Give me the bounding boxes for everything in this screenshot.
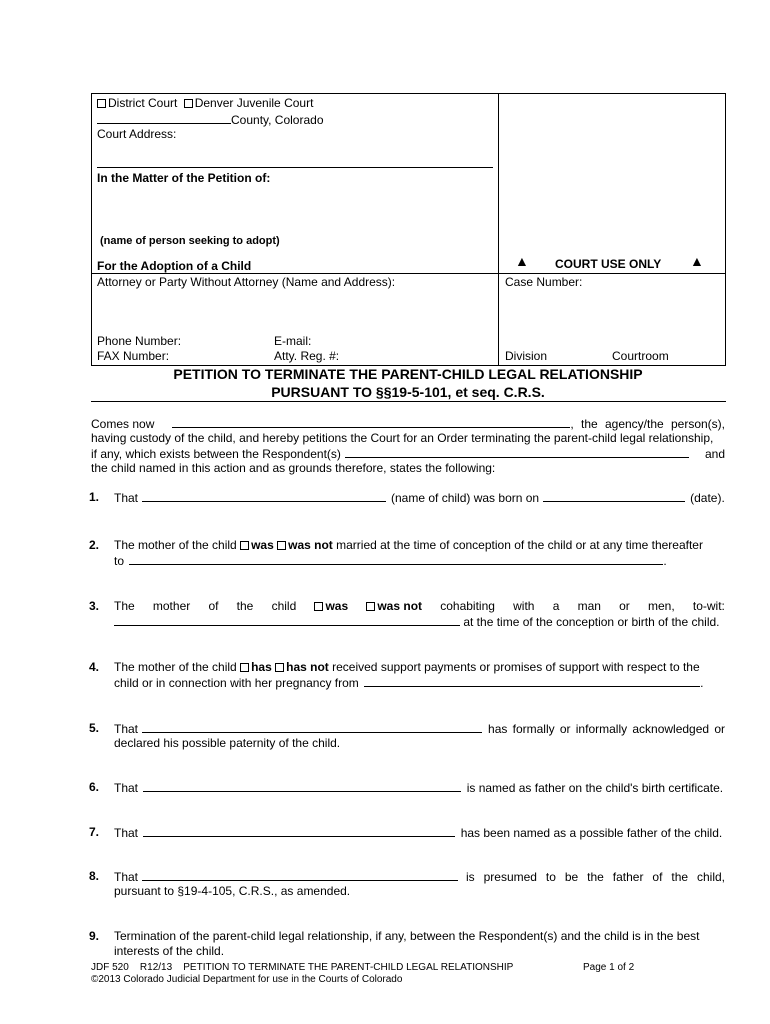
item-3-word: man xyxy=(577,599,601,613)
footer-page-number: Page 1 of 2 xyxy=(583,962,635,973)
item-3-word: men, xyxy=(648,599,675,613)
item-5-blank[interactable] xyxy=(142,721,482,733)
item-4-line-2 xyxy=(114,675,725,691)
item-2-was-not-checkbox[interactable] xyxy=(277,541,286,550)
item-3-word: The xyxy=(114,599,135,613)
item-3-was-label: was xyxy=(325,599,349,613)
item-3-word: cohabiting xyxy=(440,599,495,613)
item-8-number: 8. xyxy=(89,869,100,883)
item-2-line-1 xyxy=(114,538,725,553)
item-2-text-b: married at the time of conception of the child or at any time thereafter xyxy=(336,538,703,552)
child-name-blank[interactable] xyxy=(142,490,386,502)
arrow-up-icon: ▲ xyxy=(690,253,704,269)
item-1 xyxy=(114,490,725,506)
district-court-checkbox[interactable] xyxy=(97,99,106,108)
item-7-line xyxy=(114,825,725,841)
item-2-line-2 xyxy=(114,553,725,569)
court-options xyxy=(97,96,313,111)
item-1-mid: (name of child) was born on xyxy=(391,491,540,505)
county-blank[interactable] xyxy=(97,112,231,124)
item-9-number: 9. xyxy=(89,929,100,943)
email-label: E-mail: xyxy=(274,334,312,348)
item-3-was-not-label: was not xyxy=(377,599,423,613)
item-3-word: the xyxy=(236,599,254,613)
case-number-label: Case Number: xyxy=(505,275,583,289)
item-4-text-a: The mother of the child xyxy=(114,660,237,674)
item-3-word: or xyxy=(619,599,630,613)
item-6-end: is named as father on the child's birth certificate. xyxy=(466,781,724,795)
item-3-was-checkbox[interactable] xyxy=(314,602,323,611)
person-note: (name of person seeking to adopt) xyxy=(100,235,280,247)
item-6-number: 6. xyxy=(89,780,100,794)
item-2-blank[interactable] xyxy=(129,553,663,565)
district-court-label: District Court xyxy=(108,96,178,110)
denver-juvenile-court-label: Denver Juvenile Court xyxy=(194,96,314,110)
item-2-to: to xyxy=(114,554,125,568)
item-3-word: mother xyxy=(152,599,191,613)
item-5-line-2: declared his possible paternity of the child. xyxy=(114,736,341,750)
intro-line-4: the child named in this action and as grounds therefore, states the following: xyxy=(91,461,496,475)
item-2-was-checkbox[interactable] xyxy=(240,541,249,550)
division-label: Division xyxy=(505,349,548,363)
court-address-rule xyxy=(97,167,493,168)
item-2-text-a: The mother of the child xyxy=(114,538,237,552)
item-3-was-option xyxy=(314,599,348,614)
phone-label: Phone Number: xyxy=(97,334,182,348)
item-3-word: a xyxy=(552,599,560,613)
item-4-blank[interactable] xyxy=(364,675,700,687)
item-3-word: to-wit: xyxy=(692,599,725,613)
denver-juvenile-court-checkbox[interactable] xyxy=(184,99,193,108)
item-8-blank[interactable] xyxy=(142,869,458,881)
comes-now: Comes now xyxy=(91,417,155,431)
caption-box xyxy=(91,93,726,366)
item-8-line-2: pursuant to §19-4-105, C.R.S., as amended. xyxy=(114,884,351,898)
county-line xyxy=(97,112,324,128)
courtroom-label: Courtroom xyxy=(612,349,669,363)
item-5-line-1 xyxy=(114,721,725,737)
county-label: County, Colorado xyxy=(231,113,324,127)
birth-date-blank[interactable] xyxy=(543,490,685,502)
item-6-blank[interactable] xyxy=(143,780,461,792)
item-4-line-1 xyxy=(114,660,725,675)
item-3-line-2 xyxy=(114,614,725,630)
item-6-that: That xyxy=(114,781,139,795)
item-3-word: child xyxy=(271,599,297,613)
footer-form-id: JDF 520 R12/13 PETITION TO TERMINATE THE PARENT-CHILD LEGAL RELATIONSHIP xyxy=(91,962,514,973)
fax-label: FAX Number: xyxy=(97,349,170,363)
item-6-line xyxy=(114,780,725,796)
item-3-line-1 xyxy=(114,599,725,614)
item-7-blank[interactable] xyxy=(143,825,455,837)
respondents-blank[interactable] xyxy=(345,446,689,458)
item-5-that: That xyxy=(114,722,139,736)
item-4-text-b: received support payments or promises of support with respect to the xyxy=(332,660,700,674)
item-3-end: at the time of the conception or birth of the child. xyxy=(463,615,720,629)
item-4-end: . xyxy=(700,676,704,690)
item-4-has-label: has xyxy=(251,660,272,674)
adoption-label: For the Adoption of a Child xyxy=(97,259,252,273)
intro-line-3 xyxy=(91,446,725,462)
page-subtitle: PURSUANT TO §§19-5-101, et seq. C.R.S. xyxy=(271,384,545,400)
item-4-has-checkbox[interactable] xyxy=(240,663,249,672)
intro-line-2: having custody of the child, and hereby petitions the Court for an Order terminating the parent-child legal relationship, xyxy=(91,431,714,445)
respondents-text: if any, which exists between the Respondent(s) xyxy=(91,447,341,461)
item-9-line-1: Termination of the parent-child legal relationship, if any, between the Respondent(s) and the child is in the best xyxy=(114,929,700,943)
item-2-was-not-label: was not xyxy=(288,538,333,552)
item-2-was-label: was xyxy=(251,538,274,552)
and-text: and xyxy=(704,447,725,461)
item-3-was-not-checkbox[interactable] xyxy=(366,602,375,611)
item-9-line-2: interests of the child. xyxy=(114,944,225,958)
item-1-that: That xyxy=(114,491,139,505)
item-2-end: . xyxy=(663,554,667,568)
item-2-number: 2. xyxy=(89,538,100,552)
item-4-number: 4. xyxy=(89,660,100,674)
item-3-was-not-option xyxy=(366,599,422,614)
item-4-text-c: child or in connection with her pregnancy from xyxy=(114,676,359,690)
item-4-has-not-checkbox[interactable] xyxy=(275,663,284,672)
atty-reg-label: Atty. Reg. #: xyxy=(274,349,340,363)
court-address-label: Court Address: xyxy=(97,127,177,141)
item-8-end: is presumed to be the father of the child, xyxy=(466,870,725,884)
attorney-label: Attorney or Party Without Attorney (Name and Address): xyxy=(97,275,396,289)
item-3-word: of xyxy=(208,599,219,613)
caption-divider xyxy=(498,93,499,366)
item-8-line-1 xyxy=(114,869,725,885)
page-title: PETITION TO TERMINATE THE PARENT-CHILD LEGAL RELATIONSHIP xyxy=(173,366,643,382)
item-5-end: has formally or informally acknowledged or xyxy=(488,722,725,736)
item-7-that: That xyxy=(114,826,139,840)
item-4-has-not-label: has not xyxy=(286,660,329,674)
item-1-end: (date). xyxy=(690,491,725,505)
item-3-blank[interactable] xyxy=(114,614,460,626)
item-3-word: with xyxy=(513,599,535,613)
item-8-that: That xyxy=(114,870,139,884)
item-7-end: has been named as a possible father of the child. xyxy=(460,826,723,840)
item-5-number: 5. xyxy=(89,721,100,735)
item-1-number: 1. xyxy=(89,490,100,504)
arrow-up-icon: ▲ xyxy=(515,253,529,269)
item-3-number: 3. xyxy=(89,599,100,613)
matter-label: In the Matter of the Petition of: xyxy=(97,171,271,185)
court-use-only: COURT USE ONLY xyxy=(555,257,662,271)
footer-copyright: ©2013 Colorado Judicial Department for use in the Courts of Colorado xyxy=(91,974,403,985)
intro-line-1 xyxy=(91,416,725,432)
item-7-number: 7. xyxy=(89,825,100,839)
petitioner-blank[interactable] xyxy=(172,416,570,428)
title-bottom-rule xyxy=(91,401,726,402)
agency-text: , the agency/the person(s), xyxy=(570,417,725,431)
